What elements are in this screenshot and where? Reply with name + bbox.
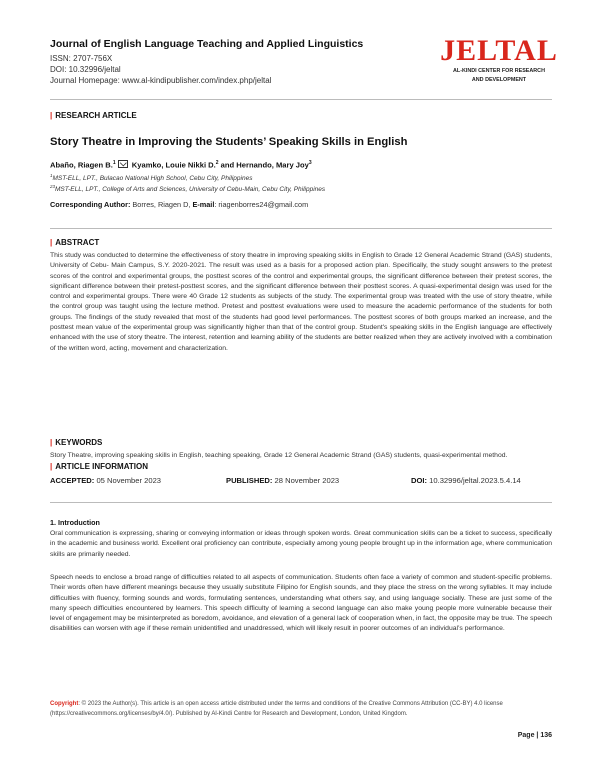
- journal-doi: DOI: 10.32996/jeltal: [50, 65, 121, 74]
- copyright-text: : © 2023 the Author(s). This article is an open access article distributed under the terms and conditions of the Creative Commons Attribution (CC-BY) 4.0 license (https://creativecommons.org/licenses/by/4.0/). Published by Al-Kindi Centre for Research and Development, London, United Kingdom.: [50, 701, 503, 717]
- section-bar-icon: |: [50, 111, 53, 120]
- keywords-heading-label: KEYWORDS: [55, 438, 103, 447]
- author-1-sup: 1: [112, 160, 116, 166]
- author-3: and Hernando, Mary Joy: [220, 160, 309, 170]
- affiliation-2: [50, 184, 325, 193]
- accepted-date: [50, 476, 161, 485]
- accepted-value: 05 November 2023: [96, 476, 162, 485]
- affiliation-1-sup: 1: [50, 173, 53, 178]
- section-bar-icon: |: [50, 238, 53, 247]
- article-type-heading: [50, 111, 137, 120]
- intro-divider: [50, 502, 552, 503]
- email-label: E-mail: [192, 200, 215, 209]
- author-2-sup: 2: [215, 160, 219, 166]
- header-divider: [50, 99, 552, 100]
- email-icon[interactable]: [118, 160, 128, 168]
- affiliation-2-text: MST-ELL, LPT., College of Arts and Sciences, University of Cebu-Main, Cebu City, Philippines: [55, 186, 326, 194]
- author-2: Kyamko, Louie Nikki D.: [131, 160, 216, 170]
- jeltal-logo: [440, 36, 558, 84]
- journal-header: [50, 38, 390, 86]
- page-number: Page | 136: [517, 732, 552, 739]
- logo-subtitle-1: AL-KINDI CENTER FOR RESEARCH: [453, 68, 545, 74]
- logo-wordmark: JELTAL: [440, 34, 558, 67]
- abstract-heading-label: ABSTRACT: [55, 238, 100, 247]
- published-value: 28 November 2023: [274, 476, 340, 485]
- article-info-heading-label: ARTICLE INFORMATION: [55, 462, 148, 471]
- intro-paragraph-2: Speech needs to enclose a broad range of difficulties related to all aspects of communication. Students often face a variety of common and student-specific problems. Their words often have different meanings because they usually substitute Filipino for English sounds, and they place the stress on the wrong syllables. It may include difficulties with fluency, forming sounds and words, formulating sentences, understanding what others say, and using language socially. These are just some of the many speech difficulties encountered by learners. This speech difficulty of learning a second language can also make young people more vulnerable because their level of engagement may be misinterpreted as boredom, avoidance, and elevation of a general lack of cooperation when, in fact, the opposite may be true. The speech disabilities can worsen with age if these remain unidentified and unaddressed, which will likely result in poorer outcomes of an individual’s performance.: [50, 574, 552, 633]
- affiliation-2-sup: 23: [50, 184, 56, 189]
- copyright-notice: [50, 700, 552, 719]
- corresponding-label: Corresponding Author:: [50, 200, 131, 209]
- author-1: Abaño, Riagen B.: [50, 160, 113, 170]
- published-date: [226, 476, 339, 485]
- article-title: Story Theatre in Improving the Students’ Speaking Skills in English: [50, 136, 408, 148]
- article-info-heading: [50, 462, 148, 471]
- logo-subtitle-2: AND DEVELOPMENT: [471, 77, 527, 83]
- journal-homepage-link[interactable]: Journal Homepage: www.al-kindipublisher.com/index.php/jeltal: [50, 76, 272, 85]
- published-label: PUBLISHED:: [226, 476, 273, 485]
- intro-heading: 1. Introduction: [50, 518, 100, 527]
- author-line: [50, 160, 312, 170]
- accepted-label: ACCEPTED:: [50, 476, 95, 485]
- corresponding-email[interactable]: : riagenborres24@gmail.com: [214, 200, 309, 209]
- corresponding-name: Borres, Riagen D,: [132, 200, 191, 209]
- article-type-label: RESEARCH ARTICLE: [55, 111, 137, 120]
- keywords-text: Story Theatre, improving speaking skills in English, teaching speaking, Grade 12 General Academic Strand (GAS) students, quasi-experimental method.: [50, 452, 508, 459]
- doi-value[interactable]: 10.32996/jeltal.2023.5.4.14: [429, 476, 521, 485]
- intro-paragraph-1: Oral communication is expressing, sharing or conveying information or ideas through spoken words. Great communication skills can be a ticket to success, specifically in the academic and business world. Excellent oral proficiency can contribute, especially among young people brought up in the information age, where communication skills are primarily needed.: [50, 530, 552, 558]
- journal-issn: ISSN: 2707-756X: [50, 54, 113, 63]
- abstract-heading: [50, 238, 99, 247]
- author-3-sup: 3: [308, 160, 312, 166]
- keywords-heading: [50, 438, 102, 447]
- corresponding-author: [50, 200, 308, 209]
- doi-label: DOI:: [411, 476, 428, 485]
- article-doi: [411, 476, 521, 485]
- journal-name: Journal of English Language Teaching and Applied Linguistics: [50, 38, 364, 50]
- abstract-divider: [50, 228, 552, 229]
- affiliation-1: [50, 173, 252, 182]
- affiliation-1-text: MST-ELL, LPT., Bulacao National High School, Cebu City, Philippines: [52, 175, 253, 183]
- section-bar-icon: |: [50, 462, 53, 471]
- section-bar-icon: |: [50, 438, 53, 447]
- abstract-text: This study was conducted to determine the effectiveness of story theatre in improving speaking skills in English to Grade 12 General Academic Strand (GAS) students, University of Cebu- Main Campus, S.Y. 2020-2021. The result was used as a basis for a proposed action plan. Specifically, the study sought answers to the pretest scores of the control and experimental groups, the posttest scores of the control and experimental groups, the significant difference between their pretest scores, the significant difference between their pretest-posttest scores, and the significant difference between their posttest scores. A quasi-experimental design was used for the control and experimental groups. There were 40 Grade 12 students as subjects of the study. The experimental group was treated with the use of story theatre, while the control group was taught using the lecture method. Pretest and posttest evaluations were used to measure the academic performance of the students for both groups. The findings of the study revealed that most of the students had good level performances. The posttest scores of both groups marked an increase, and the posttest mean value of the experimental group was significantly higher than that of the control group. Student's speaking skills in the English language are effectively enhanced with the use of story theatre. The interest, retention and learning ability of the students are better realized when they are actively involved with a combination of the written word, acting, movement and characterization.: [50, 252, 552, 352]
- copyright-label: Copyright: [50, 701, 79, 707]
